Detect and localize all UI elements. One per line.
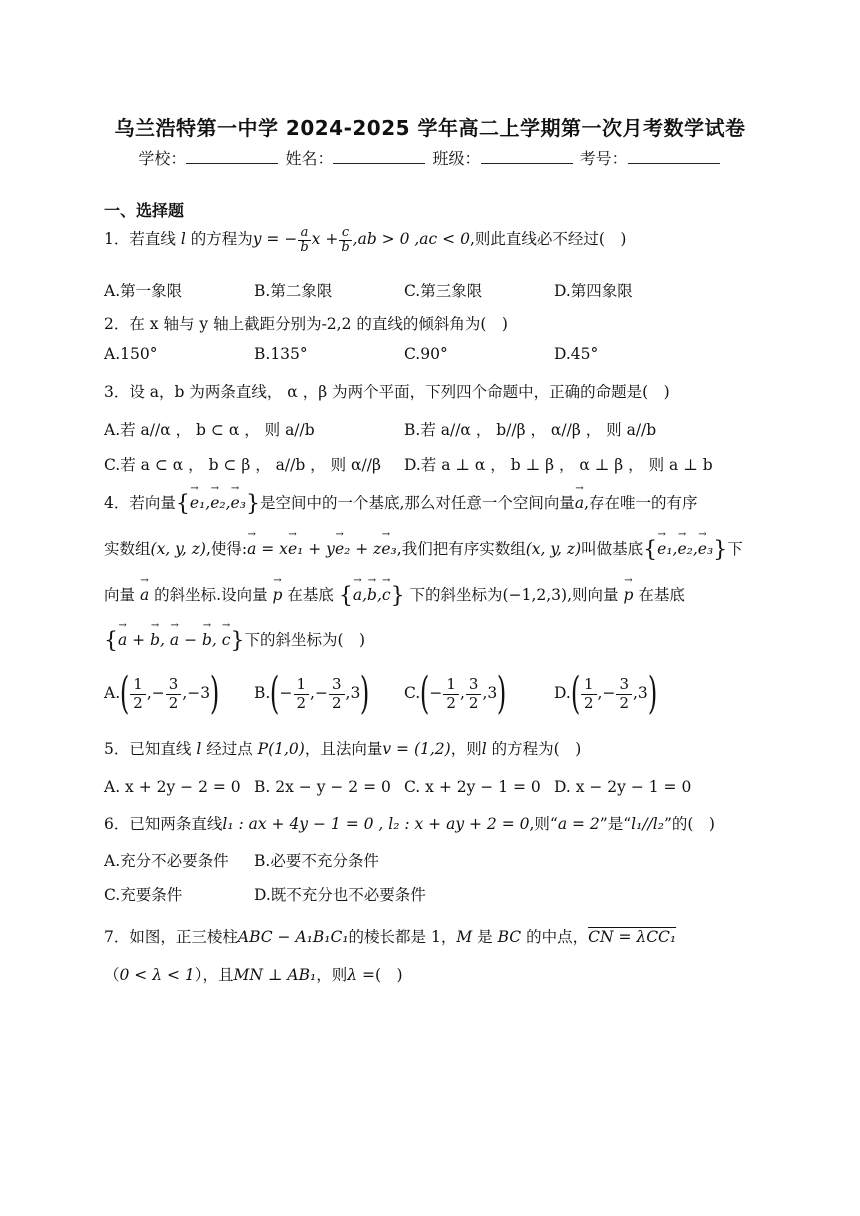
q7-text: 7．如图，正三棱柱 [104, 928, 238, 946]
q4-text: 叫做基底 [581, 540, 644, 558]
question-4-line-1: 4．若向量{→ e₁,→ e₂,→ e₃}是空间中的一个基底,那么对任意一个空间向量→ a,存在唯一的有序 [104, 491, 698, 517]
question-1-stem [104, 226, 626, 254]
q7-text: 的棱长都是 1， [348, 928, 457, 946]
q4-text: 下的斜坐标为( ) [244, 631, 366, 649]
question-number: 1． [104, 230, 130, 249]
q4-text: ,存在唯一的有序 [584, 494, 698, 512]
exam-title: 乌兰浩特第一中学 2024-2025 学年高二上学期第一次月考数学试卷 [114, 116, 746, 140]
q5-text: 经过点 [206, 740, 253, 758]
q7-perpendicular: MN ⊥ AB₁ [233, 966, 317, 984]
q7-lambda-range: 0 < λ < 1 [119, 966, 195, 984]
q1-option-c[interactable]: C.第三象限 [404, 282, 483, 300]
q4-text: 的斜坐标.设向量 [154, 586, 268, 604]
q7-text: （ [104, 966, 120, 984]
q1-var: l [180, 230, 186, 249]
q3-option-b[interactable]: B.若 a//α ， b//β ， α//β ， 则 a//b [404, 421, 657, 439]
q7-text: 的中点， [526, 928, 589, 946]
q4-text: ,则向量 [567, 586, 619, 604]
q5-option-a[interactable]: A. x + 2y − 2 = 0 [104, 778, 241, 796]
option-label: D. [554, 684, 571, 702]
q1-text-a: 若直线 [129, 230, 176, 249]
q5-option-d[interactable]: D. x − 2y − 1 = 0 [554, 778, 692, 796]
q4-text: 下的斜坐标为 [409, 586, 503, 604]
question-5-stem: 5．已知直线 l 经过点 P(1,0)，且法向量v = (1,2)，则l 的方程为( ) [104, 740, 582, 758]
q4-option-c[interactable]: C.(− $\frac{1}{2}$ , $\frac{3}{2}$ ,3) [404, 668, 507, 719]
q1-condition: ,ab > 0 ,ac < 0 [352, 230, 470, 249]
q4-option-a[interactable]: A.( $\frac{1}{2}$ ,− $\frac{3}{2}$ ,−3) [104, 668, 220, 719]
q1-text-c: ,则此直线必不经过( ) [469, 230, 627, 249]
option-label: C. [404, 684, 421, 702]
question-2-stem: 2．在 x 轴与 y 轴上截距分别为-2,2 的直线的倾斜角为( ) [104, 315, 508, 333]
q4-text: 向量 [104, 586, 136, 604]
q7-text: ，则 [316, 966, 348, 984]
q4-text: 在基底 [638, 586, 685, 604]
section-heading: 一、选择题 [104, 201, 185, 220]
q4-text: ,使得: [205, 540, 248, 558]
q4-text: 在基底 [287, 586, 334, 604]
question-3-stem: 3．设 a，b 为两条直线， α ，β 为两个平面，下列四个命题中，正确的命题是( ) [104, 383, 670, 401]
question-7-line-2 [104, 963, 403, 985]
q6-option-a[interactable]: A.充分不必要条件 [104, 852, 229, 870]
q1-option-d[interactable]: D.第四象限 [554, 282, 633, 300]
q4-option-d[interactable]: D.( $\frac{1}{2}$ ,− $\frac{3}{2}$ ,3) [554, 668, 658, 719]
q7-text: ( ) [374, 966, 403, 984]
q6-text: ”是“ [599, 815, 632, 833]
q5-text: ，且法向量 [304, 740, 383, 758]
q5-text: 5．已知直线 [104, 740, 192, 758]
class-label: 班级： [432, 149, 481, 168]
option-label: A. [104, 684, 121, 702]
q4-text: 是空间中的一个基底,那么对任意一个空间向量 [259, 494, 575, 512]
q2-option-b[interactable]: B.135° [254, 345, 308, 363]
q3-option-d[interactable]: D.若 a ⊥ α ， b ⊥ β ， α ⊥ β ， 则 a ⊥ b [404, 456, 713, 474]
q5-text: 的方程为( ) [491, 740, 582, 758]
q6-option-b[interactable]: B.必要不充分条件 [254, 852, 379, 870]
q5-option-c[interactable]: C. x + 2y − 1 = 0 [404, 778, 541, 796]
q7-text: 是 [477, 928, 493, 946]
q5-text: ，则 [450, 740, 482, 758]
exam-number-blank [628, 149, 720, 164]
name-label: 姓名： [285, 149, 334, 168]
q6-lines: l₁ : ax + 4y − 1 = 0 , l₂ : x + ay + 2 = 0 [222, 815, 530, 833]
q2-option-a[interactable]: A.150° [104, 345, 158, 363]
q1-option-b[interactable]: B.第二象限 [254, 282, 333, 300]
q4-text: ,我们把有序实数组 [396, 540, 526, 558]
q6-parallel: l₁//l₂ [631, 815, 664, 833]
q5-point: P(1,0) [257, 740, 305, 758]
question-6-stem [104, 812, 715, 834]
q4-text: 下 [727, 540, 743, 558]
question-4-line-3: 向量 → a 的斜坐标.设向量 → p 在基底 {→ a,→ b,→ c} 下的斜坐标为(−1,2,3),则向量 → p 在基底 [104, 583, 685, 609]
student-info-line [0, 146, 860, 169]
q6-text: ,则“ [529, 815, 558, 833]
q7-prism: ABC − A₁B₁C₁ [237, 928, 349, 946]
option-label: B. [254, 684, 271, 702]
q7-vector-relation: CN = λCC₁ [588, 928, 677, 946]
question-4-line-2: 实数组(x, y, z),使得:→ a = x→ e₁ + y→ e₂ + z→ e₃,我们把有序实数组(x, y, z)叫做基底{→ e₁,→ e₂,→ e₃}下 [104, 537, 743, 563]
q7-segment: BC [497, 928, 522, 946]
q7-point-m: M [456, 928, 473, 946]
q3-option-a[interactable]: A.若 a//α ， b ⊂ α ， 则 a//b [104, 421, 315, 439]
q2-option-c[interactable]: C.90° [404, 345, 448, 363]
q3-option-c[interactable]: C.若 a ⊂ α ， b ⊂ β ， a//b ， 则 α//β [104, 456, 381, 474]
school-label: 学校： [138, 149, 187, 168]
name-blank [333, 149, 425, 164]
q4-text: 4．若向量 [104, 494, 176, 512]
q6-condition: a = 2 [557, 815, 600, 833]
question-7-line-1 [104, 925, 676, 947]
school-blank [186, 149, 278, 164]
q7-lambda: λ = [347, 966, 375, 984]
q6-option-c[interactable]: C.充要条件 [104, 886, 183, 904]
q4-coords: (−1,2,3) [502, 586, 568, 604]
question-4-line-4: {→ a + → b, → a − → b, → c}下的斜坐标为( ) [104, 628, 365, 654]
q4-option-b[interactable]: B.(− $\frac{1}{2}$ ,− $\frac{3}{2}$ ,3) [254, 668, 370, 719]
q6-option-d[interactable]: D.既不充分也不必要条件 [254, 886, 426, 904]
exam-number-label: 考号： [579, 149, 628, 168]
q1-option-a[interactable]: A.第一象限 [104, 282, 183, 300]
q1-text-b: 的方程为 [190, 230, 253, 249]
class-blank [481, 149, 573, 164]
q6-text: 6．已知两条直线 [104, 815, 223, 833]
q2-option-d[interactable]: D.45° [554, 345, 599, 363]
q5-normal-vector: v = (1,2) [382, 740, 451, 758]
q1-formula: y = − $\frac{a}{b}$ x + $\frac{c}{b}$ [252, 225, 350, 255]
q6-text: ”的( ) [663, 815, 715, 833]
q4-text: 实数组 [104, 540, 151, 558]
q5-option-b[interactable]: B. 2x − y − 2 = 0 [254, 778, 391, 796]
q7-text: ），且 [194, 966, 234, 984]
